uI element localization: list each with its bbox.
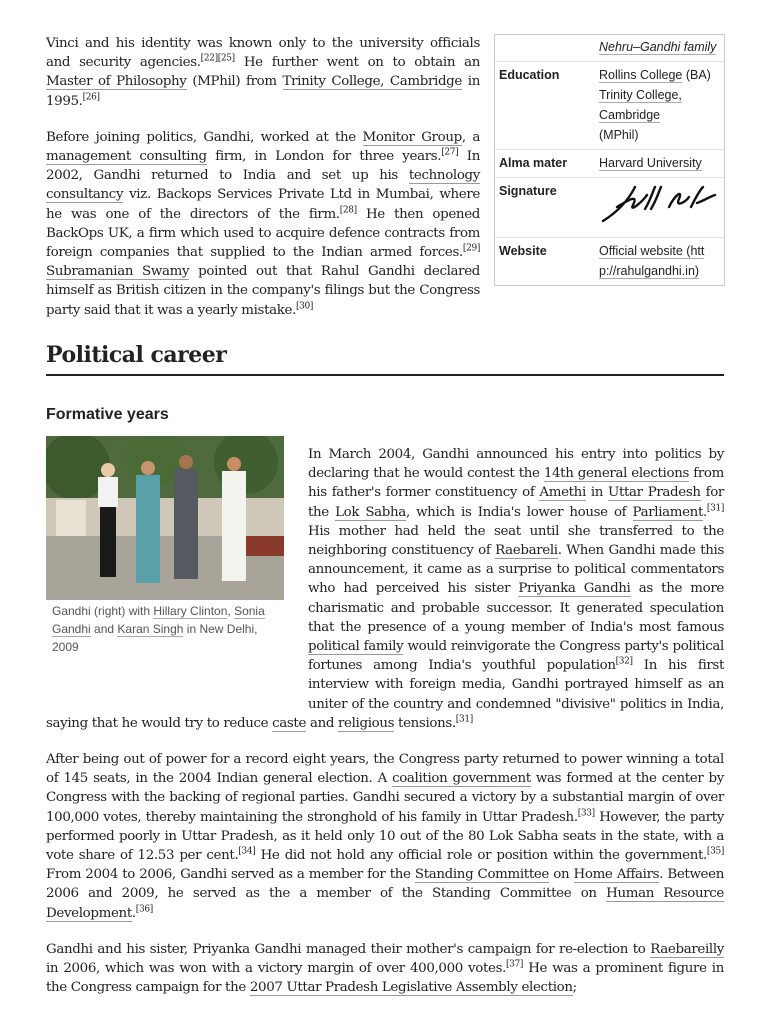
trinity-college-link[interactable]: Trinity College, Cambridge <box>599 88 682 122</box>
text: In March 2004, Gandhi announced his entry into politics by declaring that he would contest the <box>308 447 724 482</box>
text: . When Gandhi made this announcement, it came as a surprise to political commentators who had perceived his sister <box>308 543 724 597</box>
citation[interactable]: [22][25] <box>200 53 235 64</box>
mphil-link[interactable]: Master of Philosophy <box>46 74 187 90</box>
text: for the <box>308 485 724 520</box>
paragraph <box>46 940 724 998</box>
raebareli-link[interactable]: Raebareli <box>495 543 558 559</box>
text: He then opened BackOps UK, a firm which used to acquire defence contracts from foreign companies that supplied to the Indian armed forces. <box>46 206 480 261</box>
parliament-link[interactable]: Parliament <box>632 504 703 520</box>
infobox-label-signature: Signature <box>499 184 557 198</box>
home-affairs-link[interactable]: Home Affairs <box>573 867 660 883</box>
citation[interactable]: [37] <box>506 959 524 970</box>
citation[interactable]: [27] <box>441 147 459 158</box>
text: (MPhil) from <box>186 74 283 90</box>
technology-consultancy-link[interactable]: technology consultancy <box>46 168 480 203</box>
text: in New Delhi, 2009 <box>52 622 258 654</box>
political-family-link[interactable]: political family <box>308 639 404 655</box>
citation[interactable]: [32] <box>615 656 633 667</box>
infobox-alma-value <box>599 153 724 173</box>
citation[interactable]: [26] <box>82 92 100 103</box>
text: Gandhi (right) with <box>52 604 154 618</box>
caste-link[interactable]: caste <box>272 715 307 731</box>
infobox-row-signature <box>495 177 724 237</box>
citation[interactable]: [29] <box>462 243 480 254</box>
body-text <box>46 445 724 997</box>
text: on <box>549 867 574 883</box>
text: , a <box>461 129 480 145</box>
lok-sabha-link[interactable]: Lok Sabha <box>335 504 406 520</box>
paragraph <box>46 34 480 111</box>
text: . <box>131 905 136 921</box>
text: in 1995. <box>46 74 480 109</box>
general-elections-link[interactable]: 14th general elections <box>543 466 689 482</box>
citation[interactable]: [30] <box>295 301 314 312</box>
text: In 2002, Gandhi returned to India and set up his <box>46 149 480 184</box>
infobox-label-website: Website <box>499 244 547 258</box>
text: Before joining politics, Gandhi, worked at the <box>46 129 363 145</box>
human-resource-development-link[interactable]: Human Resource Development <box>46 886 724 921</box>
citation[interactable]: [31] <box>706 503 724 514</box>
priyanka-gandhi-link[interactable]: Priyanka Gandhi <box>518 581 631 597</box>
infobox-row-family <box>495 35 724 61</box>
text: Gandhi and his sister, Priyanka Gandhi managed their mother's campaign for re-election to <box>46 941 651 957</box>
subsection-heading: Formative years <box>46 406 169 423</box>
text: firm, in London for three years. <box>206 149 442 165</box>
raebareilly-link[interactable]: Raebareilly <box>650 941 724 957</box>
uttar-pradesh-link[interactable]: Uttar Pradesh <box>608 485 701 501</box>
infobox-row-website <box>495 237 724 285</box>
sonia-gandhi-link[interactable]: Sonia Gandhi <box>52 604 265 636</box>
text: and <box>90 622 118 636</box>
text: and <box>306 715 338 731</box>
section-heading: Political career <box>46 342 724 376</box>
text: After being out of power for a record eight years, the Congress party returned to power winning a total of 145 seats, in the 2004 Indian general election. A <box>46 752 724 787</box>
infobox-family-link[interactable]: Nehru–Gandhi family <box>599 40 717 54</box>
subramanian-swamy-link[interactable]: Subramanian Swamy <box>46 264 190 280</box>
text: In his first interview with foreign media, Gandhi portrayed himself as an uniter of the country and condemned "divisive" politics in India, saying that he would try to reduce <box>46 658 724 731</box>
paragraph <box>46 750 724 923</box>
signature-image <box>599 181 724 233</box>
text: tensions. <box>394 715 456 731</box>
harvard-link[interactable]: Harvard University <box>599 156 702 170</box>
lead-text <box>46 34 480 320</box>
coalition-government-link[interactable]: coalition government <box>392 771 531 787</box>
text: From 2004 to 2006, Gandhi served as a member for the <box>46 867 415 883</box>
management-consulting-link[interactable]: management consulting <box>46 149 207 165</box>
official-website-link[interactable]: Official website (http://rahulgandhi.in) <box>599 244 705 278</box>
text: pointed out that Rahul Gandhi declared himself as British citizen in the company's filings but the Congress party said that it was a yearly mistake. <box>46 264 481 318</box>
text: However, the party performed poorly in Uttar Pradesh, as it held only 10 out of the 80 Lok Sabha seats in the state, with a vote share of 12.53 per cent. <box>46 809 724 864</box>
citation[interactable]: [34] <box>238 846 256 857</box>
degree-mphil: (MPhil) <box>599 128 639 142</box>
text: He did not hold any official role or position within the government. <box>255 848 707 864</box>
karan-singh-link[interactable]: Karan Singh <box>117 622 184 636</box>
standing-committee-link[interactable]: Standing Committee <box>414 867 550 883</box>
text: would reinvigorate the Congress party's political fortunes among India's youthful population <box>308 639 724 674</box>
infobox-label-empty <box>495 37 599 57</box>
infobox-row-alma-mater <box>495 149 724 177</box>
degree-ba: (BA) <box>682 68 711 82</box>
text: in 2006, which was won with a victory margin of over 400,000 votes. <box>46 961 507 977</box>
hillary-clinton-link[interactable]: Hillary Clinton <box>153 604 228 618</box>
text: was formed at the center by Congress with the backing of regional parties. Gandhi secured a victory by a substantial margin of over 100,000 votes, thereby maintaining the stronghold of his family in Uttar Pradesh. <box>46 771 724 825</box>
text: from his father's former constituency of <box>308 466 724 501</box>
text: in <box>585 485 609 501</box>
religious-link[interactable]: religious <box>337 715 395 731</box>
text: His mother had held the seat until she transferred to the neighboring constituency of <box>308 523 724 559</box>
paragraph <box>46 128 480 320</box>
text: , which is India's lower house of <box>405 504 633 520</box>
citation[interactable]: [36] <box>135 904 153 915</box>
infobox-row-education <box>495 61 724 149</box>
infobox <box>494 34 725 286</box>
monitor-group-link[interactable]: Monitor Group <box>362 129 462 145</box>
text: He was a prominent figure in the Congress campaign for the <box>46 961 724 996</box>
citation[interactable]: [31] <box>455 714 473 725</box>
text: , <box>227 604 235 618</box>
citation[interactable]: [28] <box>339 205 357 216</box>
text: He further went on to obtain an <box>234 55 481 71</box>
amethi-link[interactable]: Amethi <box>539 485 586 501</box>
infobox-label-education: Education <box>499 68 560 82</box>
text: Vinci and his identity was known only to the university officials and security agencies. <box>46 36 480 71</box>
trinity-link[interactable]: Trinity College, Cambridge <box>282 74 462 90</box>
text: viz. Backops Services Private Ltd in Mumbai, where he was one of the directors of the firm. <box>46 187 480 222</box>
text: as the more charismatic and probable successor. It generated speculation that the presence of a young member of India's most famous <box>308 581 724 635</box>
rollins-college-link[interactable]: Rollins College <box>599 68 683 82</box>
infobox-education-value <box>599 65 724 145</box>
text: ; <box>572 980 577 996</box>
up-assembly-election-link[interactable]: 2007 Uttar Pradesh Legislative Assembly election <box>249 980 573 996</box>
text: . Between 2006 and 2009, he served as the a member of the Standing Committee on <box>46 867 724 902</box>
text: . <box>702 504 707 520</box>
citation[interactable]: [35] <box>706 846 724 857</box>
citation[interactable]: [33] <box>577 808 595 819</box>
infobox-label-alma-mater: Alma mater <box>499 156 568 170</box>
